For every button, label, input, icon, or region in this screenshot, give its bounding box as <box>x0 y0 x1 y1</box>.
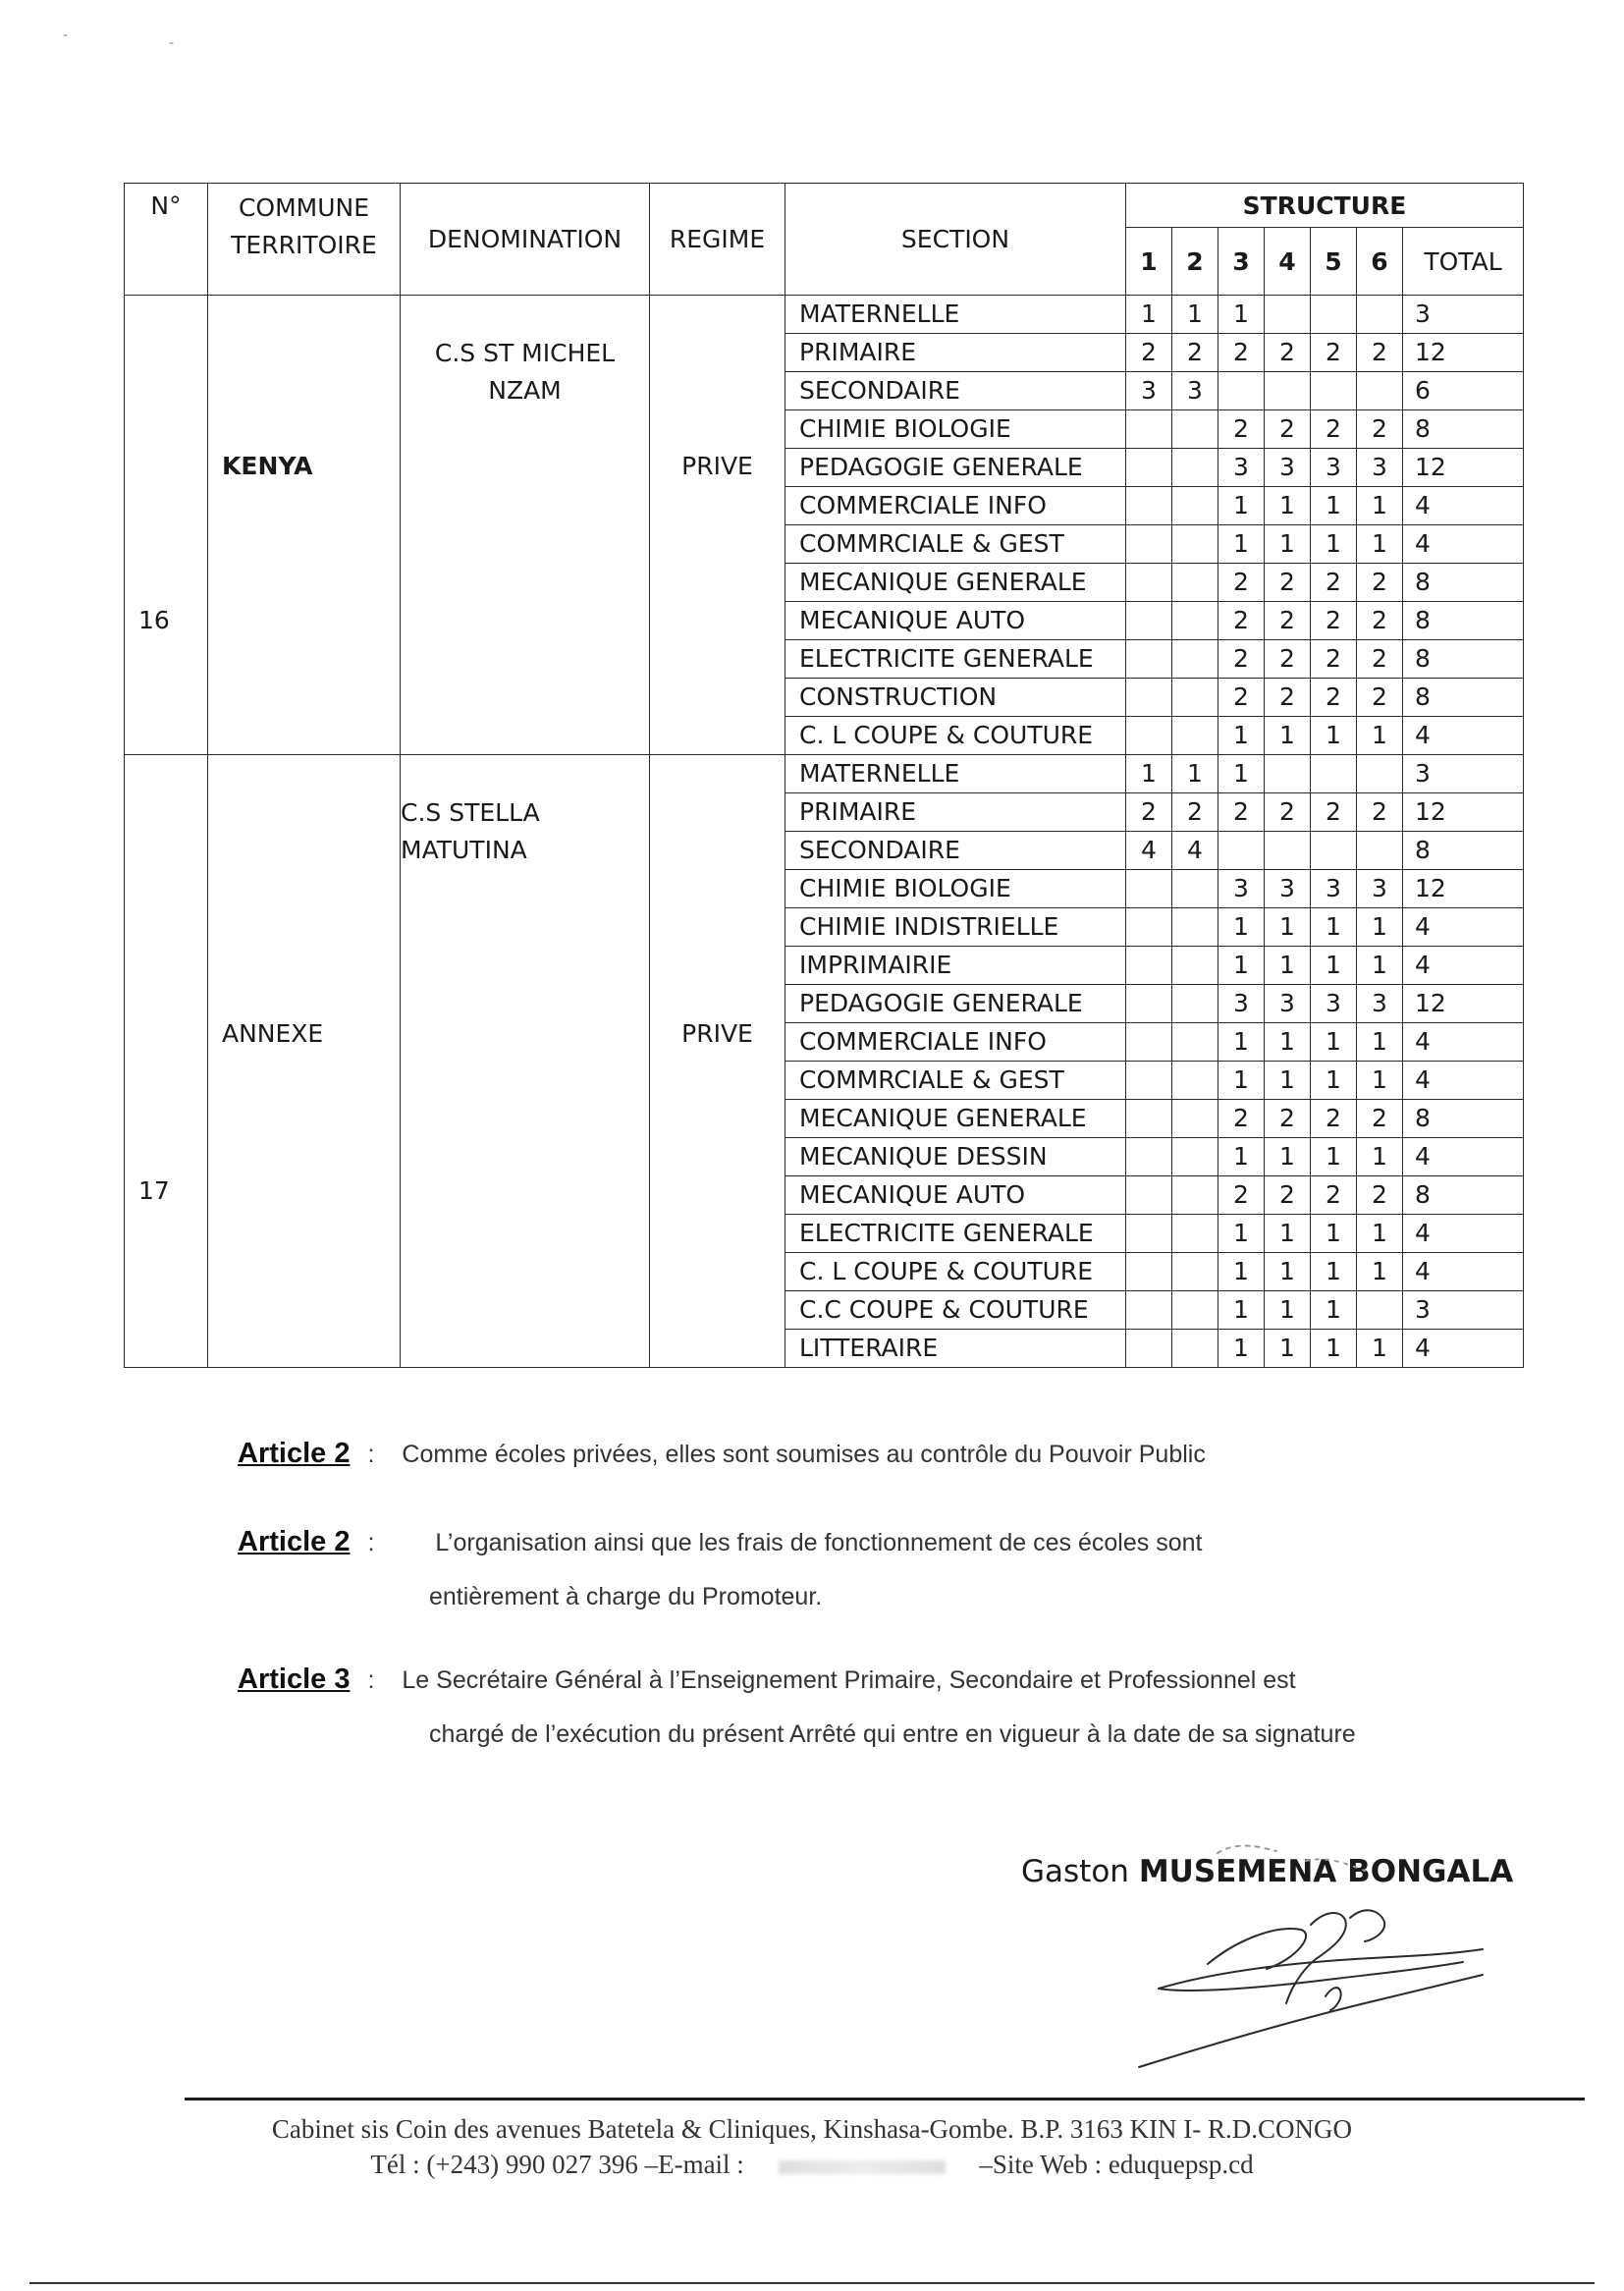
structure-cell <box>1126 564 1172 602</box>
structure-cell <box>1126 1215 1172 1253</box>
header-col-5: 5 <box>1311 228 1357 296</box>
structure-cell <box>1172 1138 1218 1176</box>
structure-cell: 2 <box>1311 679 1357 717</box>
structure-cell <box>1126 908 1172 947</box>
structure-cell: 1 <box>1265 1330 1311 1368</box>
footer-phone-email: Tél : (+243) 990 027 396 –E-mail : <box>370 2150 744 2179</box>
signer-first-name: Gaston <box>1021 1854 1129 1889</box>
structure-cell <box>1172 449 1218 487</box>
structure-cell: 1 <box>1265 947 1311 985</box>
structure-cell: 2 <box>1265 679 1311 717</box>
total-cell: 8 <box>1403 564 1524 602</box>
structure-cell: 1 <box>1357 1023 1403 1062</box>
scan-speck: - <box>63 27 69 43</box>
section-name: PRIMAIRE <box>785 334 1126 372</box>
total-cell: 8 <box>1403 1176 1524 1215</box>
group-number-text: 17 <box>138 1176 170 1205</box>
structure-cell: 3 <box>1172 372 1218 410</box>
section-name: LITTERAIRE <box>785 1330 1126 1368</box>
footer-address: Cabinet sis Coin des avenues Batetela & Cliniques, Kinshasa-Gombe. B.P. 3163 KIN I- R.D.CONGO <box>271 2114 1353 2144</box>
structure-cell: 1 <box>1218 525 1265 564</box>
structure-cell: 1 <box>1265 1215 1311 1253</box>
structure-cell: 3 <box>1357 449 1403 487</box>
total-cell: 12 <box>1403 334 1524 372</box>
structure-cell: 2 <box>1218 602 1265 640</box>
header-total: TOTAL <box>1403 228 1524 296</box>
group-number <box>125 296 208 755</box>
structure-cell: 1 <box>1357 1062 1403 1100</box>
structure-cell: 2 <box>1357 334 1403 372</box>
total-cell: 8 <box>1403 602 1524 640</box>
section-name: CHIMIE BIOLOGIE <box>785 870 1126 908</box>
structure-cell: 2 <box>1265 564 1311 602</box>
structure-cell: 2 <box>1126 793 1172 832</box>
section-name: PEDAGOGIE GENERALE <box>785 985 1126 1023</box>
structure-cell <box>1126 640 1172 679</box>
structure-cell <box>1311 832 1357 870</box>
total-cell: 12 <box>1403 985 1524 1023</box>
total-cell: 4 <box>1403 1062 1524 1100</box>
structure-cell <box>1172 1062 1218 1100</box>
total-cell: 8 <box>1403 410 1524 449</box>
group-regime <box>650 296 785 755</box>
group-denomination <box>401 755 650 1368</box>
article-colon: : <box>367 1441 375 1468</box>
structure-cell: 1 <box>1311 1062 1357 1100</box>
structure-cell: 2 <box>1218 1176 1265 1215</box>
structure-cell: 2 <box>1311 564 1357 602</box>
article-text: L’organisation ainsi que les frais de fonctionnement de ces écoles sont <box>435 1529 1203 1556</box>
section-name: MECANIQUE DESSIN <box>785 1138 1126 1176</box>
structure-cell: 1 <box>1311 1330 1357 1368</box>
structure-cell <box>1126 870 1172 908</box>
footer-website: –Site Web : eduquepsp.cd <box>979 2150 1254 2179</box>
structure-cell <box>1172 908 1218 947</box>
structure-cell: 1 <box>1218 908 1265 947</box>
structure-cell <box>1126 717 1172 755</box>
structure-cell: 1 <box>1218 487 1265 525</box>
structure-cell: 3 <box>1218 870 1265 908</box>
structure-cell: 1 <box>1172 755 1218 793</box>
structure-cell: 1 <box>1311 1253 1357 1291</box>
structure-cell <box>1218 832 1265 870</box>
structure-cell <box>1357 1291 1403 1330</box>
article-label: Article 2 <box>238 1438 351 1469</box>
group-number-text: 16 <box>138 606 170 634</box>
structure-cell: 1 <box>1311 908 1357 947</box>
total-cell: 4 <box>1403 1023 1524 1062</box>
structure-cell: 2 <box>1218 564 1265 602</box>
structure-cell: 2 <box>1311 1176 1357 1215</box>
structure-cell: 3 <box>1311 985 1357 1023</box>
structure-cell: 2 <box>1357 640 1403 679</box>
group-commune <box>208 296 401 755</box>
structure-cell <box>1172 985 1218 1023</box>
structure-cell: 2 <box>1357 602 1403 640</box>
structure-cell <box>1218 372 1265 410</box>
section-name: CHIMIE BIOLOGIE <box>785 410 1126 449</box>
total-cell: 4 <box>1403 1330 1524 1368</box>
header-col-2: 2 <box>1172 228 1218 296</box>
structure-cell <box>1126 947 1172 985</box>
structure-cell <box>1126 410 1172 449</box>
section-name: C.C COUPE & COUTURE <box>785 1291 1126 1330</box>
structure-cell <box>1126 1100 1172 1138</box>
section-name: COMMERCIALE INFO <box>785 1023 1126 1062</box>
structure-cell: 1 <box>1218 755 1265 793</box>
structure-cell <box>1172 1176 1218 1215</box>
structure-cell: 1 <box>1265 1253 1311 1291</box>
section-name: C. L COUPE & COUTURE <box>785 717 1126 755</box>
group-denomination <box>401 296 650 755</box>
header-denomination: DENOMINATION <box>401 184 650 296</box>
structure-cell: 1 <box>1357 947 1403 985</box>
structure-cell <box>1172 487 1218 525</box>
structure-cell: 3 <box>1311 870 1357 908</box>
total-cell: 4 <box>1403 717 1524 755</box>
header-num: N° <box>125 184 208 296</box>
structure-cell <box>1265 372 1311 410</box>
table-header <box>125 184 1524 296</box>
structure-cell: 3 <box>1265 870 1311 908</box>
structure-cell: 2 <box>1357 564 1403 602</box>
structure-cell: 2 <box>1265 1100 1311 1138</box>
group-regime-text: PRIVE <box>681 1019 753 1048</box>
structure-cell <box>1265 832 1311 870</box>
structure-cell: 1 <box>1218 1330 1265 1368</box>
article-colon: : <box>367 1666 375 1694</box>
structure-cell <box>1357 832 1403 870</box>
structure-cell: 1 <box>1265 525 1311 564</box>
article-text-continued: entièrement à charge du Promoteur. <box>429 1583 823 1610</box>
structure-cell: 1 <box>1265 1023 1311 1062</box>
header-col-1: 1 <box>1126 228 1172 296</box>
structure-cell <box>1126 1253 1172 1291</box>
article-text: Le Secrétaire Général à l’Enseignement Primaire, Secondaire et Professionnel est <box>402 1666 1296 1694</box>
structure-cell <box>1126 1023 1172 1062</box>
total-cell: 8 <box>1403 640 1524 679</box>
structure-cell <box>1172 1215 1218 1253</box>
structure-cell <box>1172 1253 1218 1291</box>
total-cell: 8 <box>1403 679 1524 717</box>
structure-cell: 2 <box>1218 334 1265 372</box>
structure-cell <box>1172 1291 1218 1330</box>
scan-speck: - <box>169 35 175 51</box>
total-cell: 12 <box>1403 449 1524 487</box>
structure-cell: 1 <box>1218 1062 1265 1100</box>
structure-cell: 1 <box>1218 1215 1265 1253</box>
structure-cell <box>1311 755 1357 793</box>
structure-cell <box>1126 602 1172 640</box>
structure-cell <box>1311 296 1357 334</box>
structure-cell: 2 <box>1218 410 1265 449</box>
structure-cell: 2 <box>1218 793 1265 832</box>
structure-cell: 1 <box>1265 1291 1311 1330</box>
footer-rule <box>185 2098 1585 2100</box>
structure-cell: 1 <box>1311 1215 1357 1253</box>
structure-cell: 3 <box>1357 870 1403 908</box>
table-row <box>125 296 1524 334</box>
structure-cell: 1 <box>1265 1138 1311 1176</box>
structure-cell <box>1357 372 1403 410</box>
structure-cell: 2 <box>1265 602 1311 640</box>
article-text-continued: chargé de l’exécution du présent Arrêté qui entre en vigueur à la date de sa signature <box>429 1720 1356 1748</box>
group-commune-text: ANNEXE <box>222 1019 324 1048</box>
structure-cell <box>1172 947 1218 985</box>
structure-cell: 1 <box>1218 1291 1265 1330</box>
total-cell: 3 <box>1403 755 1524 793</box>
structure-cell: 1 <box>1357 1215 1403 1253</box>
group-commune <box>208 755 401 1368</box>
structure-cell: 2 <box>1265 1176 1311 1215</box>
section-name: ELECTRICITE GENERALE <box>785 640 1126 679</box>
structure-cell: 1 <box>1265 717 1311 755</box>
structure-cell: 2 <box>1311 640 1357 679</box>
group-regime-text: PRIVE <box>681 452 753 480</box>
total-cell: 4 <box>1403 1215 1524 1253</box>
section-name: COMMRCIALE & GEST <box>785 525 1126 564</box>
structure-cell: 1 <box>1357 908 1403 947</box>
total-cell: 4 <box>1403 525 1524 564</box>
structure-cell: 2 <box>1357 1100 1403 1138</box>
structure-cell <box>1172 1023 1218 1062</box>
structure-cell: 2 <box>1265 640 1311 679</box>
structure-cell: 2 <box>1357 679 1403 717</box>
structure-cell <box>1126 1176 1172 1215</box>
total-cell: 12 <box>1403 870 1524 908</box>
section-name: CHIMIE INDISTRIELLE <box>785 908 1126 947</box>
article-block <box>238 1664 1356 1748</box>
structure-cell: 2 <box>1265 410 1311 449</box>
section-name: MECANIQUE GENERALE <box>785 1100 1126 1138</box>
structure-cell: 2 <box>1311 410 1357 449</box>
structure-cell <box>1172 564 1218 602</box>
structure-cell: 2 <box>1265 793 1311 832</box>
structure-cell: 4 <box>1172 832 1218 870</box>
schools-structure-table <box>124 183 1524 1368</box>
structure-cell: 1 <box>1265 908 1311 947</box>
structure-cell: 1 <box>1311 525 1357 564</box>
structure-cell: 1 <box>1311 717 1357 755</box>
structure-cell: 3 <box>1265 985 1311 1023</box>
structure-cell: 1 <box>1311 487 1357 525</box>
structure-cell: 2 <box>1172 334 1218 372</box>
structure-cell: 2 <box>1357 793 1403 832</box>
total-cell: 8 <box>1403 1100 1524 1138</box>
section-name: PEDAGOGIE GENERALE <box>785 449 1126 487</box>
structure-cell: 2 <box>1311 334 1357 372</box>
structure-cell: 1 <box>1218 717 1265 755</box>
structure-cell: 1 <box>1357 487 1403 525</box>
structure-cell <box>1126 449 1172 487</box>
section-name: COMMERCIALE INFO <box>785 487 1126 525</box>
structure-cell: 2 <box>1357 410 1403 449</box>
article-colon: : <box>367 1529 375 1556</box>
structure-cell <box>1172 602 1218 640</box>
article-block <box>238 1438 1206 1470</box>
section-name: MECANIQUE GENERALE <box>785 564 1126 602</box>
structure-cell <box>1265 755 1311 793</box>
structure-cell: 3 <box>1218 985 1265 1023</box>
structure-cell <box>1172 679 1218 717</box>
structure-cell: 2 <box>1311 793 1357 832</box>
total-cell: 4 <box>1403 487 1524 525</box>
structure-cell <box>1172 870 1218 908</box>
structure-cell: 3 <box>1126 372 1172 410</box>
structure-cell: 1 <box>1126 755 1172 793</box>
structure-cell: 3 <box>1218 449 1265 487</box>
structure-cell <box>1172 410 1218 449</box>
article-text: Comme écoles privées, elles sont soumises au contrôle du Pouvoir Public <box>402 1441 1206 1468</box>
structure-cell <box>1126 1062 1172 1100</box>
structure-cell: 1 <box>1357 1253 1403 1291</box>
structure-cell: 1 <box>1311 1138 1357 1176</box>
header-section: SECTION <box>785 184 1126 296</box>
group-denomination-text: C.S STELLA MATUTINA <box>401 798 540 864</box>
structure-cell: 1 <box>1265 1062 1311 1100</box>
structure-cell <box>1172 525 1218 564</box>
structure-cell: 1 <box>1311 947 1357 985</box>
structure-cell: 1 <box>1311 1023 1357 1062</box>
structure-cell <box>1172 1100 1218 1138</box>
section-name: ELECTRICITE GENERALE <box>785 1215 1126 1253</box>
header-col-4: 4 <box>1265 228 1311 296</box>
total-cell: 4 <box>1403 908 1524 947</box>
article-block <box>238 1526 1485 1610</box>
group-number <box>125 755 208 1368</box>
structure-cell: 2 <box>1218 640 1265 679</box>
structure-cell: 2 <box>1357 1176 1403 1215</box>
structure-cell: 2 <box>1311 602 1357 640</box>
structure-cell: 3 <box>1265 449 1311 487</box>
structure-cell <box>1311 372 1357 410</box>
header-commune <box>208 184 401 296</box>
section-name: CONSTRUCTION <box>785 679 1126 717</box>
structure-cell: 2 <box>1218 1100 1265 1138</box>
structure-cell: 4 <box>1126 832 1172 870</box>
structure-cell <box>1126 1138 1172 1176</box>
structure-cell: 1 <box>1265 487 1311 525</box>
total-cell: 4 <box>1403 947 1524 985</box>
structure-cell: 1 <box>1357 525 1403 564</box>
structure-cell <box>1172 1330 1218 1368</box>
structure-cell <box>1126 1330 1172 1368</box>
section-name: IMPRIMAIRIE <box>785 947 1126 985</box>
total-cell: 4 <box>1403 1253 1524 1291</box>
header-regime: REGIME <box>650 184 785 296</box>
structure-cell <box>1126 525 1172 564</box>
section-name: PRIMAIRE <box>785 793 1126 832</box>
section-name: SECONDAIRE <box>785 372 1126 410</box>
header-commune-label: COMMUNE TERRITOIRE <box>231 193 377 259</box>
structure-cell: 1 <box>1218 296 1265 334</box>
table-body <box>125 296 1524 1368</box>
structure-cell <box>1172 640 1218 679</box>
structure-cell <box>1126 679 1172 717</box>
article-label: Article 3 <box>238 1664 351 1695</box>
total-cell: 3 <box>1403 296 1524 334</box>
email-redacted-blur <box>779 2160 946 2174</box>
total-cell: 8 <box>1403 832 1524 870</box>
table-row <box>125 755 1524 793</box>
section-name: C. L COUPE & COUTURE <box>785 1253 1126 1291</box>
total-cell: 6 <box>1403 372 1524 410</box>
group-regime <box>650 755 785 1368</box>
total-cell: 4 <box>1403 1138 1524 1176</box>
structure-cell: 1 <box>1172 296 1218 334</box>
structure-cell <box>1357 296 1403 334</box>
structure-cell: 2 <box>1172 793 1218 832</box>
total-cell: 12 <box>1403 793 1524 832</box>
structure-cell: 1 <box>1311 1291 1357 1330</box>
section-name: COMMRCIALE & GEST <box>785 1062 1126 1100</box>
page-bottom-rule <box>29 2282 1595 2284</box>
structure-cell <box>1265 296 1311 334</box>
structure-cell: 1 <box>1218 947 1265 985</box>
signer-last-name: MUSEMENA BONGALA <box>1138 1854 1514 1889</box>
structure-cell <box>1357 755 1403 793</box>
article-label: Article 2 <box>238 1526 351 1557</box>
section-name: MATERNELLE <box>785 296 1126 334</box>
structure-cell: 2 <box>1126 334 1172 372</box>
structure-cell: 1 <box>1218 1023 1265 1062</box>
structure-cell: 1 <box>1218 1138 1265 1176</box>
structure-cell: 1 <box>1357 1330 1403 1368</box>
structure-cell: 1 <box>1357 717 1403 755</box>
footer-contact <box>0 2150 1624 2180</box>
section-name: MECANIQUE AUTO <box>785 602 1126 640</box>
structure-cell <box>1126 985 1172 1023</box>
header-structure: STRUCTURE <box>1126 184 1524 228</box>
section-name: MATERNELLE <box>785 755 1126 793</box>
total-cell: 3 <box>1403 1291 1524 1330</box>
group-commune-text: KENYA <box>222 452 313 480</box>
structure-cell: 1 <box>1126 296 1172 334</box>
section-name: MECANIQUE AUTO <box>785 1176 1126 1215</box>
structure-cell: 2 <box>1218 679 1265 717</box>
structure-cell: 3 <box>1311 449 1357 487</box>
group-denomination-text: C.S ST MICHEL NZAM <box>434 339 616 405</box>
structure-cell: 1 <box>1357 1138 1403 1176</box>
section-name: SECONDAIRE <box>785 832 1126 870</box>
structure-cell: 3 <box>1357 985 1403 1023</box>
structure-cell: 1 <box>1218 1253 1265 1291</box>
header-col-6: 6 <box>1357 228 1403 296</box>
handwritten-signature <box>1129 1802 1542 2097</box>
structure-cell: 2 <box>1265 334 1311 372</box>
structure-cell: 2 <box>1311 1100 1357 1138</box>
structure-cell <box>1126 487 1172 525</box>
header-col-3: 3 <box>1218 228 1265 296</box>
structure-cell <box>1172 717 1218 755</box>
structure-cell <box>1126 1291 1172 1330</box>
